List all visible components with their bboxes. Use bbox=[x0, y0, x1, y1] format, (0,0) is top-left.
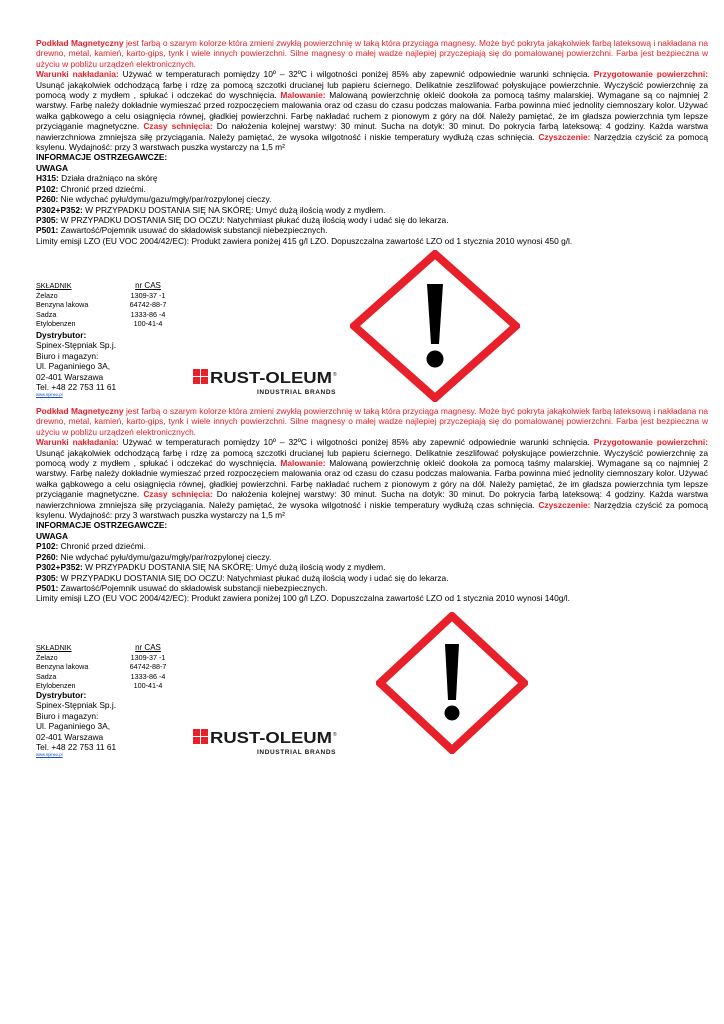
product-label-2 bbox=[36, 406, 708, 604]
component-row bbox=[36, 662, 178, 672]
exclamation-mark-hazard-icon bbox=[376, 612, 528, 759]
statement-text: Nie wdychać pyłu/dymu/gazu/mgły/par/rozpylonej cieczy. bbox=[58, 551, 272, 562]
logo-main-text: RUST-OLEUM bbox=[210, 370, 332, 387]
cleaning-heading: Czyszczenie: bbox=[538, 131, 591, 142]
statement-text: Działa drażniąco na skórę bbox=[58, 173, 158, 184]
component-row bbox=[36, 319, 178, 329]
component-name: Żelazo bbox=[36, 652, 58, 662]
component-cas: 100-41-4 bbox=[133, 681, 163, 691]
statement-text: W PRZYPADKU DOSTANIA SIĘ NA SKÓRĘ: Umyć dużą ilością wody z mydłem. bbox=[82, 562, 386, 573]
statement-text: Zawartość/Pojemnik usuwać do składowisk substancji niebezpiecznych. bbox=[58, 582, 328, 593]
statement-p302-p352 bbox=[36, 205, 708, 215]
intro-paragraph bbox=[36, 38, 708, 69]
rust-oleum-logo bbox=[193, 728, 343, 765]
component-name: Benzyna lakowa bbox=[36, 662, 89, 672]
components-table-2 bbox=[36, 643, 178, 691]
component-row bbox=[36, 291, 178, 301]
warnings-header: INFORMACJE OSTRZEGAWCZE: bbox=[36, 152, 168, 163]
distributor-title: Dystrybutor: bbox=[36, 330, 87, 340]
components-header bbox=[36, 643, 178, 653]
statement-p260 bbox=[36, 194, 708, 204]
voc-limits: Limity emisji LZO (EU VOC 2004/42/EC): Produkt zawiera poniżej 415 g/l LZO. Dopuszczalna zawartość LZO od 1 stycznia 2010 wynosi 450 g/l. bbox=[36, 235, 573, 246]
logo-registered-mark: ® bbox=[333, 372, 337, 378]
distributor-line: 02-401 Warszawa bbox=[36, 371, 104, 382]
distributor-line: Tel. +48 22 753 11 61 bbox=[36, 382, 117, 393]
rust-oleum-logo-graphic bbox=[193, 368, 343, 400]
statement-code: P305: bbox=[36, 572, 59, 583]
preparation-heading: Przygotowanie powierzchni: bbox=[593, 437, 708, 448]
components-header bbox=[36, 281, 178, 291]
component-cas: 1309-37 -1 bbox=[130, 290, 166, 300]
cleaning-text: Narzędzia czyścić za pomocą ksylenu. Wydajność: przy 3 warstwach puszka wystarczy na 1,5 m² bbox=[36, 499, 708, 521]
product-label-1 bbox=[36, 38, 708, 246]
cas-column-header: nr CAS bbox=[135, 643, 161, 652]
exclamation-mark-hazard-icon bbox=[350, 250, 520, 407]
intro-text: jest farbą o szarym kolorze która zmieni zwykłą powierzchnię w taką która przyciąga magnesy. Może być pokryta jakąkolwiek farbą lateksową i nakładana na drewno, metal, kamień, karto-gips, tynk i wiele innych powierzchni. Silne magnesy o małej wadze najlepiej przyczepiają się do pomalowanej powierzchni. Farba jest bezpieczna w użyciu w pobliżu urządzeń elektronicznych. bbox=[36, 406, 708, 437]
distributor-line: Biuro i magazyn: bbox=[36, 710, 99, 721]
signal-word: UWAGA bbox=[36, 162, 69, 173]
distributor-line: Spinex-Stępniak Sp.j. bbox=[36, 340, 117, 351]
statement-code: P305: bbox=[36, 214, 59, 225]
statement-text: Zawartość/Pojemnik usuwać do składowisk substancji niebezpiecznych. bbox=[58, 225, 328, 236]
statement-p501 bbox=[36, 583, 708, 593]
painting-text: Malowaną powierzchnię okleić dookoła za pomocą taśmy malarskiej. Wymagane są co najmniej 2 warstwy. Farbę należy dokładnie wymieszać przed rozpoczęciem malowania oraz od czasu do czasu podczas malowania. Farba powinna mieć jednolity ciemnoszary kolor. Używać wałka gąbkowego a celu osiągnięcia równej, gładkiej powierzchni. Farbę nakładać ruchem z pionowym z góry na dół. Należy pamiętać, że im gładsza powierzchnia tym lepsze przyciąganie magnetyczne. bbox=[36, 458, 708, 500]
statement-code: P260: bbox=[36, 551, 59, 562]
distributor-block-1 bbox=[36, 330, 116, 398]
statement-p102 bbox=[36, 184, 708, 194]
warnings-header: INFORMACJE OSTRZEGAWCZE: bbox=[36, 520, 168, 531]
distributor-line: Biuro i magazyn: bbox=[36, 350, 99, 361]
statement-text: Chronić przed dziećmi. bbox=[58, 541, 146, 552]
component-cas: 1333-86 -4 bbox=[130, 309, 166, 319]
signal-word: UWAGA bbox=[36, 530, 69, 541]
instructions-paragraph bbox=[36, 69, 708, 152]
component-column-header: SKŁADNIK bbox=[36, 643, 72, 652]
statement-code: P102: bbox=[36, 541, 59, 552]
component-cas: 64742-88-7 bbox=[129, 300, 167, 310]
component-row bbox=[36, 310, 178, 320]
preparation-heading: Przygotowanie powierzchni: bbox=[593, 69, 708, 80]
component-row bbox=[36, 653, 178, 663]
instructions-paragraph bbox=[36, 437, 708, 520]
intro-text: jest farbą o szarym kolorze która zmieni zwykłą powierzchnię w taką która przyciąga magnesy. Może być pokryta jakąkolwiek farbą lateksową i nakładana na drewno, metal, kamień, karto-gips, tynk i wiele innych powierzchni. Silne magnesy o małej wadze najlepiej przyczepiają się do pomalowanej powierzchni. Farba jest bezpieczna w użyciu w pobliżu urządzeń elektronicznych. bbox=[36, 38, 708, 69]
distributor-website-link[interactable]: www.spinex.pl bbox=[36, 392, 63, 398]
component-name: Etylobenzen bbox=[36, 681, 76, 691]
distributor-block-2 bbox=[36, 690, 116, 758]
statement-code: P102: bbox=[36, 183, 59, 194]
conditions-heading: Warunki nakładania: bbox=[36, 437, 119, 448]
preparation-text: Usunąć jakąkolwiek odchodzącą farbę i rdzę za pomocą szczotki drucianej lub papieru ściernego. Delikatnie zeszlifować połyskujące powierzchnie. Wyczyścić powierzchnię za pomocą wody z mydłem , spłukać i odczekać do wyschnięcia. bbox=[36, 447, 708, 469]
component-cas: 100-41-4 bbox=[133, 319, 163, 329]
distributor-line: Tel. +48 22 753 11 61 bbox=[36, 742, 117, 753]
preparation-text: Usunąć jakąkolwiek odchodzącą farbę i rdzę za pomocą szczotki drucianej lub papieru ściernego. Delikatnie zeszlifować połyskujące powierzchnie. Wyczyścić powierzchnię za pomocą wody z mydłem , spłukać i odczekać do wyschnięcia. bbox=[36, 79, 708, 101]
statement-text: W PRZYPADKU DOSTANIA SIĘ DO OCZU: Natychmiast płukać dużą ilością wody i udać się do lekarza. bbox=[58, 572, 449, 583]
conditions-text: Używać w temperaturach pomiędzy 10º – 32ºC i wilgotności poniżej 85% aby zapewnić odpowiednie warunki schnięcia. bbox=[118, 69, 594, 80]
cas-column-header: nr CAS bbox=[135, 281, 161, 290]
statement-code: P501: bbox=[36, 582, 59, 593]
component-name: Benzyna lakowa bbox=[36, 300, 89, 310]
component-name: Sadza bbox=[36, 671, 57, 681]
statement-text: Nie wdychać pyłu/dymu/gazu/mgły/par/rozpylonej cieczy. bbox=[58, 194, 272, 205]
component-name: Sadza bbox=[36, 309, 57, 319]
statement-text: W PRZYPADKU DOSTANIA SIĘ NA SKÓRĘ: Umyć dużą ilością wody z mydłem. bbox=[82, 204, 386, 215]
statement-code: P302+P352: bbox=[36, 562, 83, 573]
component-name: Etylobenzen bbox=[36, 319, 76, 329]
component-cas: 64742-88-7 bbox=[129, 662, 167, 672]
statement-p102 bbox=[36, 541, 708, 551]
statement-p260 bbox=[36, 552, 708, 562]
statement-code: H315: bbox=[36, 173, 59, 184]
component-row bbox=[36, 672, 178, 682]
drying-heading: Czasy schnięcia: bbox=[143, 489, 213, 500]
painting-heading: Malowanie: bbox=[280, 90, 326, 101]
component-column-header: SKŁADNIK bbox=[36, 281, 72, 290]
distributor-line: 02-401 Warszawa bbox=[36, 731, 104, 742]
statement-p305 bbox=[36, 215, 708, 225]
distributor-line: Spinex-Stępniak Sp.j. bbox=[36, 700, 117, 711]
conditions-heading: Warunki nakładania: bbox=[36, 69, 119, 80]
statement-text: Chronić przed dziećmi. bbox=[58, 183, 146, 194]
drying-text: Do nałożenia kolejnej warstwy: 30 minut. Sucha na dotyk: 30 minut. Do pokrycia farbą lateksową: 4 godziny. Każda warstwa nawierzchniowa zmniejsza siłę przyciągania. Należy pamiętać, że wysoka wilgotność i niskie temperatury wydłużą czas schnięcia. bbox=[36, 121, 709, 142]
distributor-title: Dystrybutor: bbox=[36, 690, 87, 700]
components-table-1 bbox=[36, 281, 178, 329]
statement-code: P501: bbox=[36, 225, 59, 236]
product-name: Podkład Magnetyczny bbox=[36, 406, 124, 416]
drying-text: Do nałożenia kolejnej warstwy: 30 minut. Sucha na dotyk: 30 minut. Do pokrycia farbą lateksową: 4 godziny. Każda warstwa nawierzchniowa zmniejsza siłę przyciągania. Należy pamiętać, że wysoka wilgotność i niskie temperatury wydłużą czas schnięcia. bbox=[36, 489, 709, 510]
rust-oleum-logo bbox=[193, 368, 343, 405]
intro-paragraph bbox=[36, 406, 708, 437]
statement-p501 bbox=[36, 225, 708, 235]
statement-h315 bbox=[36, 173, 708, 183]
distributor-line: Ul. Paganiniego 3A, bbox=[36, 361, 111, 372]
component-row bbox=[36, 300, 178, 310]
voc-limits: Limity emisji LZO (EU VOC 2004/42/EC): Produkt zawiera poniżej 100 g/l LZO. Dopuszczalna zawartość LZO od 1 stycznia 2010 wynosi 140g/l. bbox=[36, 593, 570, 604]
drying-heading: Czasy schnięcia: bbox=[143, 121, 213, 132]
distributor-website-link[interactable]: www.spinex.pl bbox=[36, 752, 63, 758]
painting-heading: Malowanie: bbox=[280, 458, 326, 469]
statement-p302-p352 bbox=[36, 562, 708, 572]
statement-p305 bbox=[36, 573, 708, 583]
logo-sub-text: INDUSTRIAL BRANDS bbox=[257, 389, 337, 396]
ghs-hazard-pictogram bbox=[350, 250, 520, 402]
distributor-line: Ul. Paganiniego 3A, bbox=[36, 721, 111, 732]
cleaning-heading: Czyszczenie: bbox=[538, 499, 591, 510]
logo-main-text: RUST-OLEUM bbox=[210, 730, 332, 747]
logo-sub-text: INDUSTRIAL BRANDS bbox=[257, 749, 337, 756]
conditions-text: Używać w temperaturach pomiędzy 10º – 32ºC i wilgotności poniżej 85% aby zapewnić odpowiednie warunki schnięcia. bbox=[118, 437, 594, 448]
statement-code: P260: bbox=[36, 194, 59, 205]
product-name: Podkład Magnetyczny bbox=[36, 38, 124, 48]
cleaning-text: Narzędzia czyścić za pomocą ksylenu. Wydajność: przy 3 warstwach puszka wystarczy na 1,5 m² bbox=[36, 131, 708, 153]
painting-text: Malowaną powierzchnię okleić dookoła za pomocą taśmy malarskiej. Wymagane są co najmniej 2 warstwy. Farbę należy dokładnie wymieszać przed rozpoczęciem malowania oraz od czasu do czasu podczas malowania. Farba powinna mieć jednolity ciemnoszary kolor. Używać wałka gąbkowego a celu osiągnięcia równej, gładkiej powierzchni. Farbę nakładać ruchem z pionowym z góry na dół. Należy pamiętać, że im gładsza powierzchnia tym lepsze przyciąganie magnetyczne. bbox=[36, 90, 708, 132]
rust-oleum-logo-graphic bbox=[193, 728, 343, 760]
statement-code: P302+P352: bbox=[36, 204, 83, 215]
component-cas: 1309-37 -1 bbox=[130, 652, 166, 662]
component-cas: 1333-86 -4 bbox=[130, 671, 166, 681]
logo-registered-mark: ® bbox=[333, 732, 337, 738]
ghs-hazard-pictogram bbox=[376, 612, 528, 754]
component-name: Żelazo bbox=[36, 290, 58, 300]
statement-text: W PRZYPADKU DOSTANIA SIĘ DO OCZU: Natychmiast płukać dużą ilością wody i udać się do lekarza. bbox=[58, 214, 449, 225]
